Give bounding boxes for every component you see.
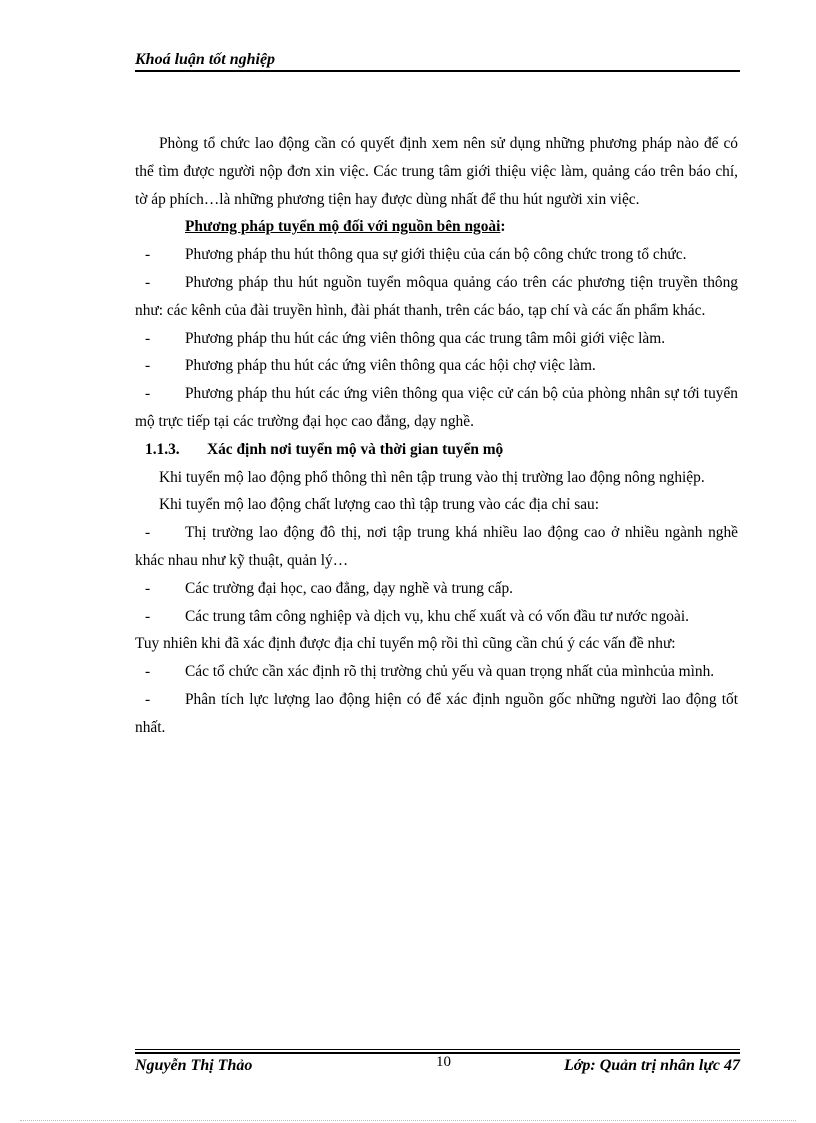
list-dash: - — [145, 690, 151, 708]
list-item-text: Các tổ chức cần xác định rõ thị trường chủ yếu và quan trọng nhất của mìnhcủa mình. — [185, 663, 715, 681]
list-item — [135, 325, 738, 353]
page-edge-divider — [20, 1120, 796, 1121]
list-item — [135, 575, 738, 603]
list-dash: - — [145, 329, 151, 347]
list-dash: - — [145, 385, 151, 403]
paragraph: Tuy nhiên khi đã xác định được địa chỉ tuyển mộ rồi thì cũng cần chú ý các vấn đề như: — [135, 635, 676, 653]
section-title: Xác định nơi tuyển mộ và thời gian tuyển mộ — [207, 440, 504, 458]
running-header: Khoá luận tốt nghiệp — [135, 51, 276, 68]
footer-rule-thin — [135, 1049, 740, 1050]
paragraph: Khi tuyển mộ lao động phổ thông thì nên tập trung vào thị trường lao động nông nghiệp. — [159, 468, 705, 486]
header-rule — [135, 70, 740, 72]
list-dash: - — [145, 524, 151, 542]
list-dash: - — [145, 246, 151, 264]
subheading-colon: : — [500, 218, 506, 236]
list-item-text: Các trường đại học, cao đẳng, dạy nghề và trung cấp. — [185, 579, 514, 597]
list-item — [135, 686, 738, 742]
page-number: 10 — [436, 1054, 451, 1070]
list-dash: - — [145, 607, 151, 625]
section-number: 1.1.3. — [145, 440, 180, 458]
list-item — [135, 603, 738, 631]
list-item-text: Phương pháp thu hút nguồn tuyển môqua quảng cáo trên các phương tiện truyền thông như: các kênh của đài truyền hình, đài phát thanh, trên các báo, tạp chí và các ấn phẩm khác. — [135, 273, 738, 319]
subheading-text: Phương pháp tuyển mộ đối với nguồn bên ngoài — [185, 218, 501, 236]
list-dash: - — [145, 273, 151, 291]
list-item — [135, 352, 738, 380]
list-dash: - — [145, 579, 151, 597]
subheading — [135, 213, 738, 241]
footer-author: Nguyễn Thị Thảo — [135, 1057, 253, 1074]
list-item-text: Phương pháp thu hút thông qua sự giới thiệu của cán bộ công chức trong tổ chức. — [185, 246, 687, 264]
section-heading — [135, 436, 738, 464]
list-item-text: Phân tích lực lượng lao động hiện có để xác định nguồn gốc những người lao động tốt nhất. — [135, 690, 738, 736]
list-item-text: Các trung tâm công nghiệp và dịch vụ, khu chế xuất và có vốn đầu tư nước ngoài. — [185, 607, 689, 625]
list-item — [135, 241, 738, 269]
list-item — [135, 380, 738, 436]
list-item-text: Thị trường lao động đô thị, nơi tập trung khá nhiều lao động cao ở nhiều ngành nghề khác nhau như kỹ thuật, quản lý… — [135, 524, 738, 569]
list-dash: - — [145, 357, 151, 375]
list-item-text: Phương pháp thu hút các ứng viên thông qua việc cử cán bộ của phòng nhân sự tới tuyển mộ trực tiếp tại các trường đại học cao đẳng, dạy nghề. — [135, 385, 738, 430]
list-item — [135, 658, 738, 686]
list-item-text: Phương pháp thu hút các ứng viên thông qua các trung tâm môi giới việc làm. — [185, 329, 666, 347]
list-dash: - — [145, 663, 151, 681]
page-body — [135, 130, 738, 742]
list-item — [135, 269, 738, 325]
paragraph: Khi tuyển mộ lao động chất lượng cao thì tập trung vào các địa chỉ sau: — [159, 496, 600, 514]
intro-paragraph: Phòng tổ chức lao động cần có quyết định xem nên sử dụng những phương pháp nào để có thể tìm được người nộp đơn xin việc. Các trung tâm giới thiệu việc làm, quảng cáo trên báo chí, tờ áp phích…là những phương tiện hay được dùng nhất để thu hút người xin việc. — [135, 135, 738, 208]
list-item-text: Phương pháp thu hút các ứng viên thông qua các hội chợ việc làm. — [185, 357, 596, 375]
footer-class: Lớp: Quản trị nhân lực 47 — [564, 1057, 740, 1074]
list-item — [135, 519, 738, 575]
